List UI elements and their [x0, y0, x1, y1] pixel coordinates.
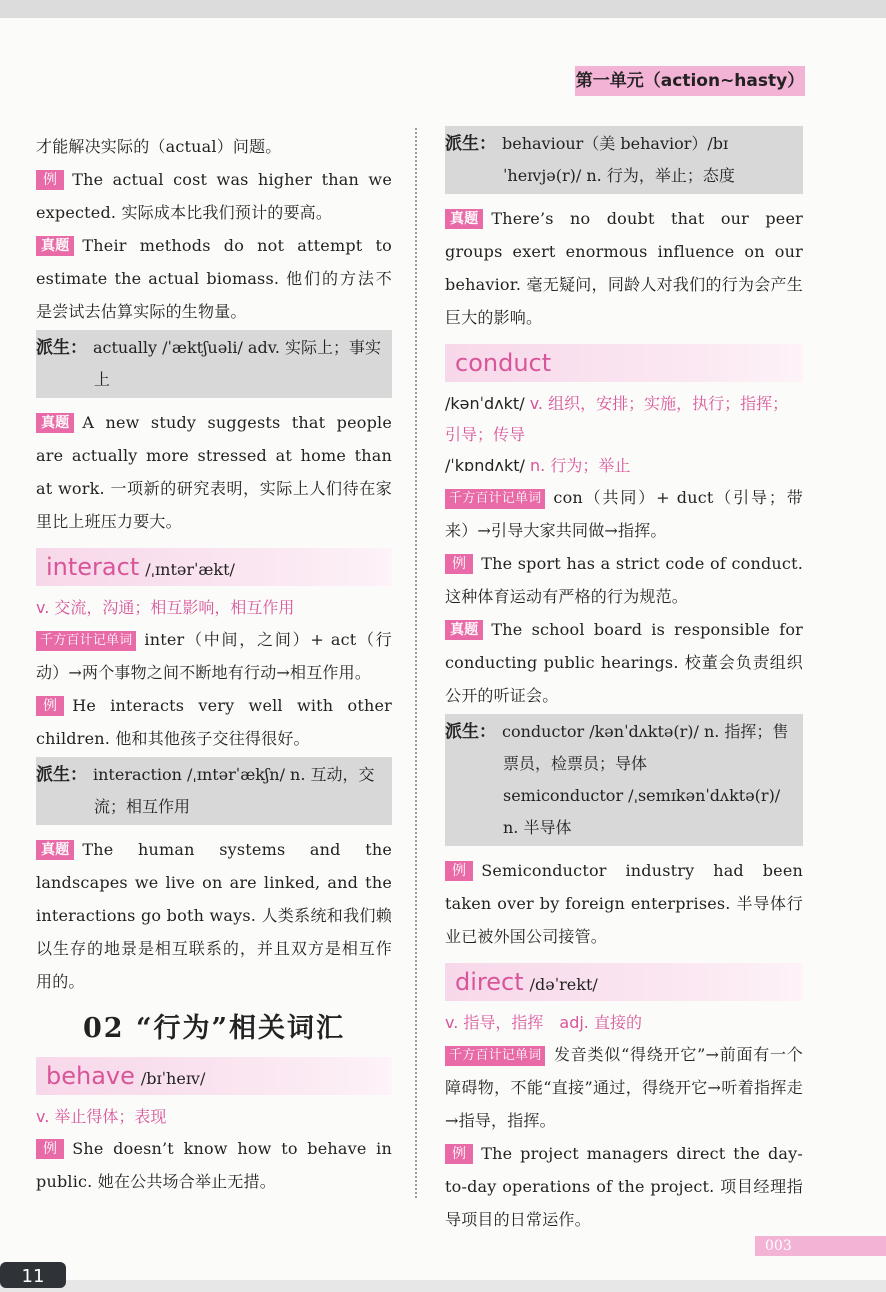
phonetic: /dəˈrekt/ [529, 975, 598, 994]
derivation-label: 派生： [36, 338, 87, 358]
exam-text: The human systems and the landscapes we live on are linked, and the interactions go both ways. 人类系统和我们赖以生存的地景是相互联系的，并且双方是相互作用的。 [36, 840, 392, 991]
example-text: He interacts very well with other children. 他和其他孩子交往得很好。 [36, 696, 392, 748]
example-tag: 例 [36, 170, 64, 190]
derivation-box [445, 714, 803, 846]
derivation-text: actually /ˈæktʃuəli/ adv. 实际上；事实上 [93, 338, 382, 389]
page-badge: 11 [0, 1262, 66, 1288]
example-entry [445, 1137, 803, 1236]
derivation-label: 派生： [445, 134, 496, 154]
example-entry [445, 547, 803, 613]
example-text: Semiconductor industry had been taken over by foreign enterprises. 半导体行业已被外国公司接管。 [445, 861, 803, 946]
memory-entry [445, 481, 803, 547]
headword-bar [445, 963, 803, 1001]
exam-tag: 真题 [36, 840, 74, 860]
right-column [445, 130, 803, 1236]
memory-entry [36, 623, 392, 689]
example-tag: 例 [445, 1144, 473, 1164]
headword-bar [36, 548, 392, 586]
exam-text: Their methods do not attempt to estimate the actual biomass. 他们的方法不是尝试去估算实际的生物量。 [36, 236, 392, 321]
exam-entry [36, 406, 392, 538]
column-divider [415, 128, 417, 1198]
derivation-text: semiconductor /ˌsemɪkənˈdʌktə(r)/ n. 半导体 [503, 786, 781, 837]
page-number: 003 [755, 1236, 886, 1256]
example-tag: 例 [445, 861, 473, 881]
phonetic: /ˌɪntərˈækt/ [145, 560, 235, 579]
phonetic: /kənˈdʌkt/ [445, 394, 525, 413]
derivation-box [445, 126, 803, 194]
definition: v. 交流，沟通；相互影响，相互作用 [36, 598, 295, 617]
exam-tag: 真题 [445, 620, 483, 640]
memory-text: inter（中间，之间）+ act（行动）→两个事物之间不断地有行动→相互作用。 [36, 630, 392, 682]
exam-tag: 真题 [36, 413, 74, 433]
derivation-box [36, 330, 392, 398]
paragraph: 才能解决实际的（actual）问题。 [36, 137, 282, 156]
definition-text: n. 行为；举止 [530, 456, 631, 475]
derivation-label: 派生： [445, 722, 496, 742]
example-tag: 例 [36, 696, 64, 716]
section-title: 02 “行为”相关词汇 [82, 1013, 346, 1044]
headword: conduct [455, 349, 552, 377]
headword: direct [455, 968, 524, 996]
phonetic: /ˈkɒndʌkt/ [445, 456, 525, 475]
exam-tag: 真题 [36, 236, 74, 256]
derivation-text: behaviour（美 behavior）/bɪˈheɪvjə(r)/ n. 行为，举止；态度 [502, 134, 735, 185]
memory-tag: 千方百计记单词 [445, 489, 545, 509]
derivation-label: 派生： [36, 765, 87, 785]
example-tag: 例 [445, 554, 473, 574]
exam-text: A new study suggests that people are actually more stressed at home than at work. 一项新的研究表明，实际上人们待在家里比上班压力要大。 [36, 413, 392, 531]
definition: v. 指导，指挥 adj. 直接的 [445, 1013, 642, 1032]
example-text: The actual cost was higher than we expected. 实际成本比我们预计的要高。 [36, 170, 392, 222]
exam-text: The school board is responsible for conducting public hearings. 校董会负责组织公开的听证会。 [445, 620, 803, 705]
exam-entry [36, 229, 392, 328]
exam-text: There’s no doubt that our peer groups exert enormous influence on our behavior. 毫无疑问，同龄人对我们的行为会产生巨大的影响。 [445, 209, 803, 327]
exam-entry [445, 202, 803, 334]
headword-bar [36, 1057, 392, 1095]
exam-entry [36, 833, 392, 998]
definition-text: v. 组织，安排；实施，执行；指挥；引导；传导 [445, 394, 789, 444]
memory-text: 发音类似“得绕开它”→前面有一个障碍物，不能“直接”通过，得绕开它→听着指挥走→指导，指挥。 [445, 1045, 803, 1130]
exam-tag: 真题 [445, 209, 483, 229]
headword-bar [445, 344, 803, 382]
example-text: The sport has a strict code of conduct. 这种体育运动有严格的行为规范。 [445, 554, 803, 606]
example-text: The project managers direct the day-to-day operations of the project. 项目经理指导项目的日常运作。 [445, 1144, 803, 1229]
memory-tag: 千方百计记单词 [445, 1046, 545, 1066]
definition [445, 450, 803, 481]
definition: v. 举止得体；表现 [36, 1107, 167, 1126]
top-edge [0, 0, 886, 18]
unit-header: 第一单元（action~hasty） [575, 66, 805, 96]
example-entry [445, 854, 803, 953]
example-text: She doesn’t know how to behave in public. 她在公共场合举止无措。 [36, 1139, 392, 1191]
example-entry [36, 689, 392, 755]
headword: interact [46, 553, 140, 581]
definition [445, 388, 803, 450]
derivation-text: conductor /kənˈdʌktə(r)/ n. 指挥；售票员，检票员；导体 [502, 722, 789, 773]
example-entry [36, 1132, 392, 1198]
headword: behave [46, 1062, 135, 1090]
left-column [36, 130, 392, 1198]
example-tag: 例 [36, 1139, 64, 1159]
memory-entry [445, 1038, 803, 1137]
memory-tag: 千方百计记单词 [36, 631, 136, 651]
example-entry [36, 163, 392, 229]
phonetic: /bɪˈheɪv/ [140, 1069, 206, 1088]
derivation-text: interaction /ˌɪntərˈækʃn/ n. 互动，交流；相互作用 [93, 765, 375, 816]
memory-text: con（共同）+ duct（引导；带来）→引导大家共同做→指挥。 [445, 488, 803, 540]
derivation-box [36, 757, 392, 825]
exam-entry [445, 613, 803, 712]
